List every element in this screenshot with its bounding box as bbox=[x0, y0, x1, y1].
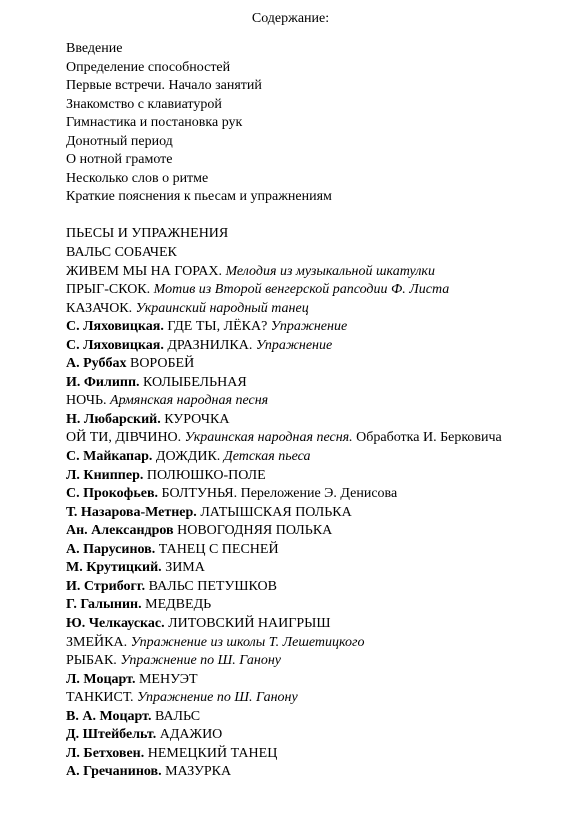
toc-entry bbox=[66, 300, 502, 319]
piece-title: АДАЖИО bbox=[159, 727, 223, 743]
piece-title: НОВОГОДНЯЯ ПОЛЬКА bbox=[177, 523, 333, 539]
composer-name: Л. Книппер. bbox=[66, 467, 144, 483]
composer-name: Ан. Александров bbox=[66, 523, 174, 539]
composer-name: С. Ляховицкая. bbox=[66, 337, 164, 353]
toc-entry bbox=[66, 726, 502, 745]
toc-entry bbox=[66, 634, 502, 653]
piece-title: ГДЕ ТЫ, ЛЁКА? bbox=[167, 319, 268, 335]
piece-title: НЕМЕЦКИЙ ТАНЕЦ bbox=[147, 745, 278, 761]
composer-name: И. Стрибогг. bbox=[66, 578, 146, 594]
composer-name: Д. Штейбельт. bbox=[66, 727, 157, 743]
composer-name: М. Крутицкий. bbox=[66, 560, 162, 576]
piece-title: ВАЛЬС СОБАЧЕК bbox=[66, 245, 177, 261]
toc-entry: Введение bbox=[66, 41, 123, 56]
toc-entry: Гимнастика и постановка рук bbox=[66, 115, 243, 131]
composer-name: И. Филипп. bbox=[66, 374, 140, 390]
toc-entry bbox=[66, 448, 502, 467]
piece-title: БОЛТУНЬЯ. Переложение Э. Денисова bbox=[161, 486, 398, 502]
toc-entry bbox=[66, 763, 502, 782]
piece-title: ТАНЕЦ С ПЕСНЕЙ bbox=[158, 541, 279, 557]
piece-title: ВАЛЬС ПЕТУШКОВ bbox=[148, 578, 277, 594]
toc-entry: О нотной грамоте bbox=[66, 152, 173, 168]
composer-name: Ю. Челкаускас. bbox=[66, 615, 165, 631]
piece-title: КАЗАЧОК. bbox=[66, 300, 133, 316]
toc-entry bbox=[66, 263, 502, 282]
piece-note: Украинская народная песня. bbox=[184, 430, 353, 446]
piece-title: ВОРОБЕЙ bbox=[129, 356, 195, 372]
toc-entry bbox=[66, 411, 502, 430]
composer-name: В. А. Моцарт. bbox=[66, 708, 152, 724]
toc-entry bbox=[66, 504, 502, 523]
section-gap bbox=[66, 207, 502, 226]
piece-title: ДОЖДИК. bbox=[155, 449, 221, 465]
piece-title: ЖИВЕМ МЫ НА ГОРАХ. bbox=[66, 263, 222, 279]
piece-note: Упражнение по Ш. Ганону bbox=[137, 690, 298, 706]
page-title: Содержание: bbox=[251, 11, 330, 26]
composer-name: С. Прокофьев. bbox=[66, 486, 159, 502]
composer-name: А. Гречанинов. bbox=[66, 764, 162, 780]
composer-name: Н. Любарский. bbox=[66, 411, 161, 427]
composer-name: Л. Моцарт. bbox=[66, 671, 136, 687]
toc-entry bbox=[66, 355, 502, 374]
piece-note: Упражнение bbox=[270, 319, 348, 335]
composer-name: Л. Бетховен. bbox=[66, 745, 145, 761]
toc-entry bbox=[66, 429, 502, 448]
toc-entry bbox=[66, 244, 502, 263]
composer-name: Г. Галынин. bbox=[66, 597, 142, 613]
toc-entry bbox=[66, 467, 502, 486]
toc-entry: Краткие пояснения к пьесам и упражнениям bbox=[66, 189, 332, 205]
toc-entry bbox=[66, 745, 502, 764]
composer-name: С. Майкапар. bbox=[66, 449, 153, 465]
composer-name: С. Ляховицкая. bbox=[66, 319, 164, 335]
piece-title: ДРАЗНИЛКА. bbox=[167, 337, 253, 353]
piece-title: ОЙ ТИ, ДІВЧИНО. bbox=[66, 430, 182, 446]
piece-title: ТАНКИСТ. bbox=[66, 690, 134, 706]
composer-name: Т. Назарова-Метнер. bbox=[66, 504, 197, 520]
toc-entry: Первые встречи. Начало занятий bbox=[66, 78, 262, 94]
toc-entry: Несколько слов о ритме bbox=[66, 170, 209, 186]
piece-note: Упражнение bbox=[255, 337, 333, 353]
piece-title: КУРОЧКА bbox=[164, 411, 230, 427]
toc-entry bbox=[66, 689, 502, 708]
pieces-list bbox=[66, 225, 502, 781]
composer-name: А. Руббах bbox=[66, 356, 127, 372]
piece-note: Детская пьеса bbox=[223, 449, 311, 465]
piece-title: ЛИТОВСКИЙ НАИГРЫШ bbox=[168, 615, 331, 631]
piece-note: Упражнение из школы Т. Лешетицкого bbox=[130, 634, 365, 650]
toc-entry bbox=[66, 485, 502, 504]
piece-title: ПОЛЮШКО-ПОЛЕ bbox=[146, 467, 266, 483]
piece-title: МЕДВЕДЬ bbox=[145, 597, 212, 613]
piece-title: РЫБАК. bbox=[66, 653, 117, 669]
toc-entry: Донотный период bbox=[66, 133, 173, 149]
piece-title: ВАЛЬС bbox=[154, 708, 201, 724]
toc-entry: Знакомство с клавиатурой bbox=[66, 96, 222, 112]
piece-title: ПЬЕСЫ И УПРАЖНЕНИЯ bbox=[66, 226, 229, 242]
toc-entry bbox=[66, 225, 502, 244]
toc-entry: Определение способностей bbox=[66, 59, 231, 75]
toc-entry bbox=[66, 615, 502, 634]
piece-note: Мелодия из музыкальной шкатулки bbox=[225, 263, 435, 279]
toc-entry bbox=[66, 652, 502, 671]
toc-entry bbox=[66, 281, 502, 300]
toc-entry bbox=[66, 559, 502, 578]
toc-entry bbox=[66, 337, 502, 356]
toc-entry bbox=[66, 708, 502, 727]
toc-entry bbox=[66, 374, 502, 393]
piece-title: ПРЫГ-СКОК. bbox=[66, 282, 151, 298]
piece-title: ЛАТЫШСКАЯ ПОЛЬКА bbox=[200, 504, 352, 520]
toc-entry bbox=[66, 541, 502, 560]
piece-title: ЗИМА bbox=[165, 560, 205, 576]
composer-name: А. Парусинов. bbox=[66, 541, 156, 557]
toc-entry bbox=[66, 522, 502, 541]
toc-entry bbox=[66, 671, 502, 690]
toc-entry bbox=[66, 578, 502, 597]
piece-arrangement: Обработка И. Берковича bbox=[356, 430, 502, 446]
toc-entry bbox=[66, 596, 502, 615]
piece-note: Армянская народная песня bbox=[110, 393, 269, 409]
piece-title: МЕНУЭТ bbox=[138, 671, 198, 687]
piece-title: МАЗУРКА bbox=[165, 764, 232, 780]
piece-title: КОЛЫБЕЛЬНАЯ bbox=[143, 374, 247, 390]
toc-entry bbox=[66, 392, 502, 411]
intro-list bbox=[66, 40, 502, 207]
piece-note: Мотив из Второй венгерской рапсодии Ф. Листа bbox=[153, 282, 450, 298]
piece-title: НОЧЬ. bbox=[66, 393, 107, 409]
piece-note: Украинский народный танец bbox=[135, 300, 309, 316]
toc-entry bbox=[66, 318, 502, 337]
piece-note: Упражнение по Ш. Ганону bbox=[120, 653, 282, 669]
piece-title: ЗМЕЙКА. bbox=[66, 634, 128, 650]
table-of-contents bbox=[66, 40, 502, 782]
